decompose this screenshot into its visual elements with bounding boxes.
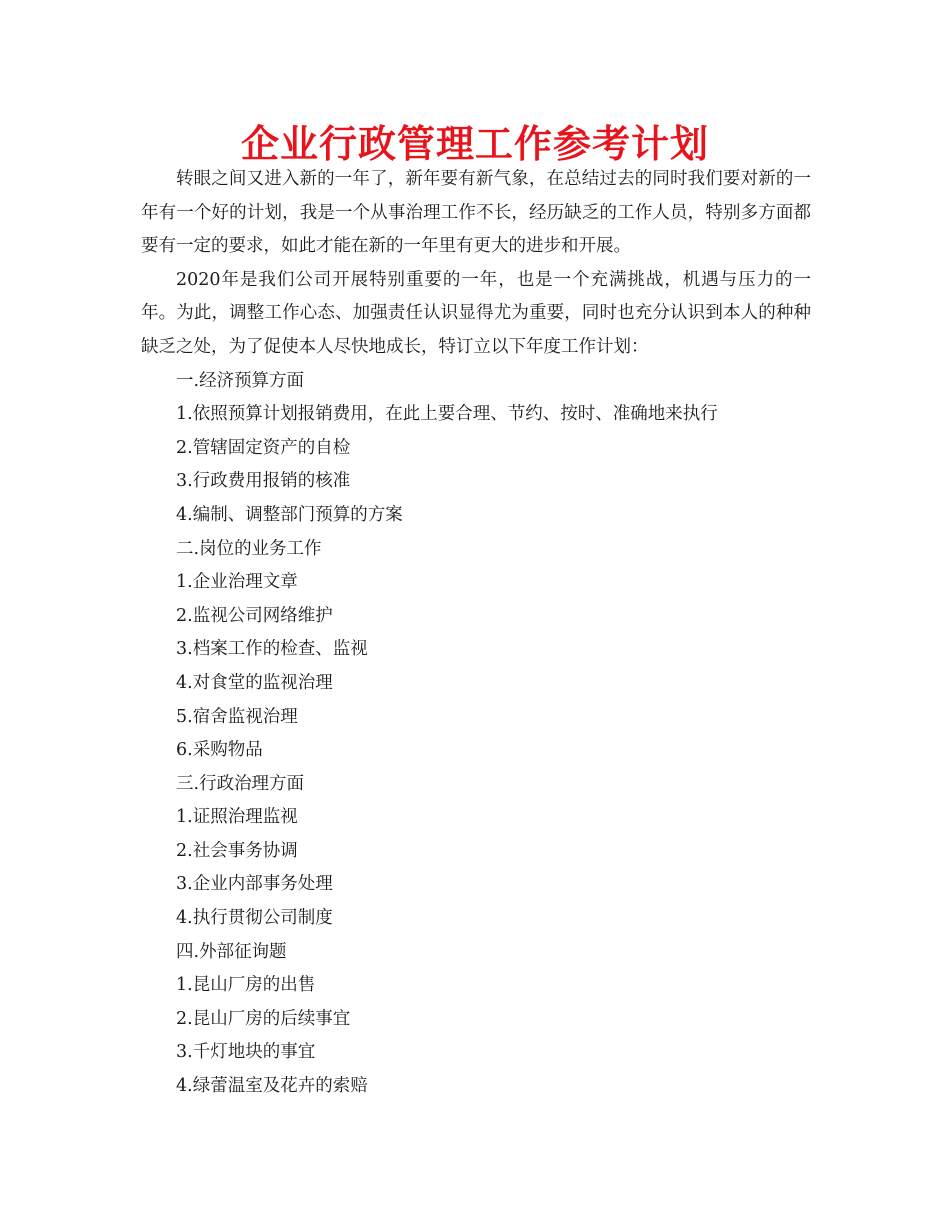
list-item: 4.对食堂的监视治理 [176,672,333,693]
list-item: 1.依照预算计划报销费用，在此上要合理、节约、按时、准确地来执行 [176,404,718,425]
list-item: 2.社会事务协调 [176,840,298,861]
section-heading-job-duties: 二.岗位的业务工作 [176,538,322,559]
plan-paragraph: 2020年是我们公司开展特别重要的一年，也是一个充满挑战，机遇与压力的一年。为此，调整工作心态、加强责任认识显得尤为重要，同时也充分认识到本人的种种缺乏之处，为了促使本人尽快地成长，特订立以下年度工作计划： [141,269,811,357]
list-item: 1.证照治理监视 [176,807,298,828]
document-body [141,163,811,1104]
list-item: 2.监视公司网络维护 [176,605,333,626]
list-item: 3.千灯地块的事宜 [176,1042,316,1063]
list-item: 1.企业治理文章 [176,572,298,593]
list-item: 1.昆山厂房的出售 [176,975,316,996]
section-heading-external-issues: 四.外部征询题 [176,941,287,962]
intro-paragraph: 转眼之间又进入新的一年了，新年要有新气象，在总结过去的同时我们要对新的一年有一个好的计划，我是一个从事治理工作不长，经历缺乏的工作人员，特别多方面都要有一定的要求，如此才能在新的一年里有更大的进步和开展。 [141,169,811,257]
list-item: 2.昆山厂房的后续事宜 [176,1008,351,1029]
section-heading-administration: 三.行政治理方面 [176,773,305,794]
list-item: 4.绿蕾温室及花卉的索赔 [176,1076,368,1097]
list-item: 3.行政费用报销的核准 [176,471,351,492]
list-item: 4.执行贯彻公司制度 [176,908,333,929]
list-item: 4.编制、调整部门预算的方案 [176,504,403,525]
list-item: 3.档案工作的检查、监视 [176,639,368,660]
list-item: 6.采购物品 [176,740,263,761]
list-item: 5.宿舍监视治理 [176,706,298,727]
document-title: 企业行政管理工作参考计划 [240,121,709,166]
list-item: 2.管辖固定资产的自检 [176,437,351,458]
section-heading-budget: 一.经济预算方面 [176,370,305,391]
list-item: 3.企业内部事务处理 [176,874,333,895]
